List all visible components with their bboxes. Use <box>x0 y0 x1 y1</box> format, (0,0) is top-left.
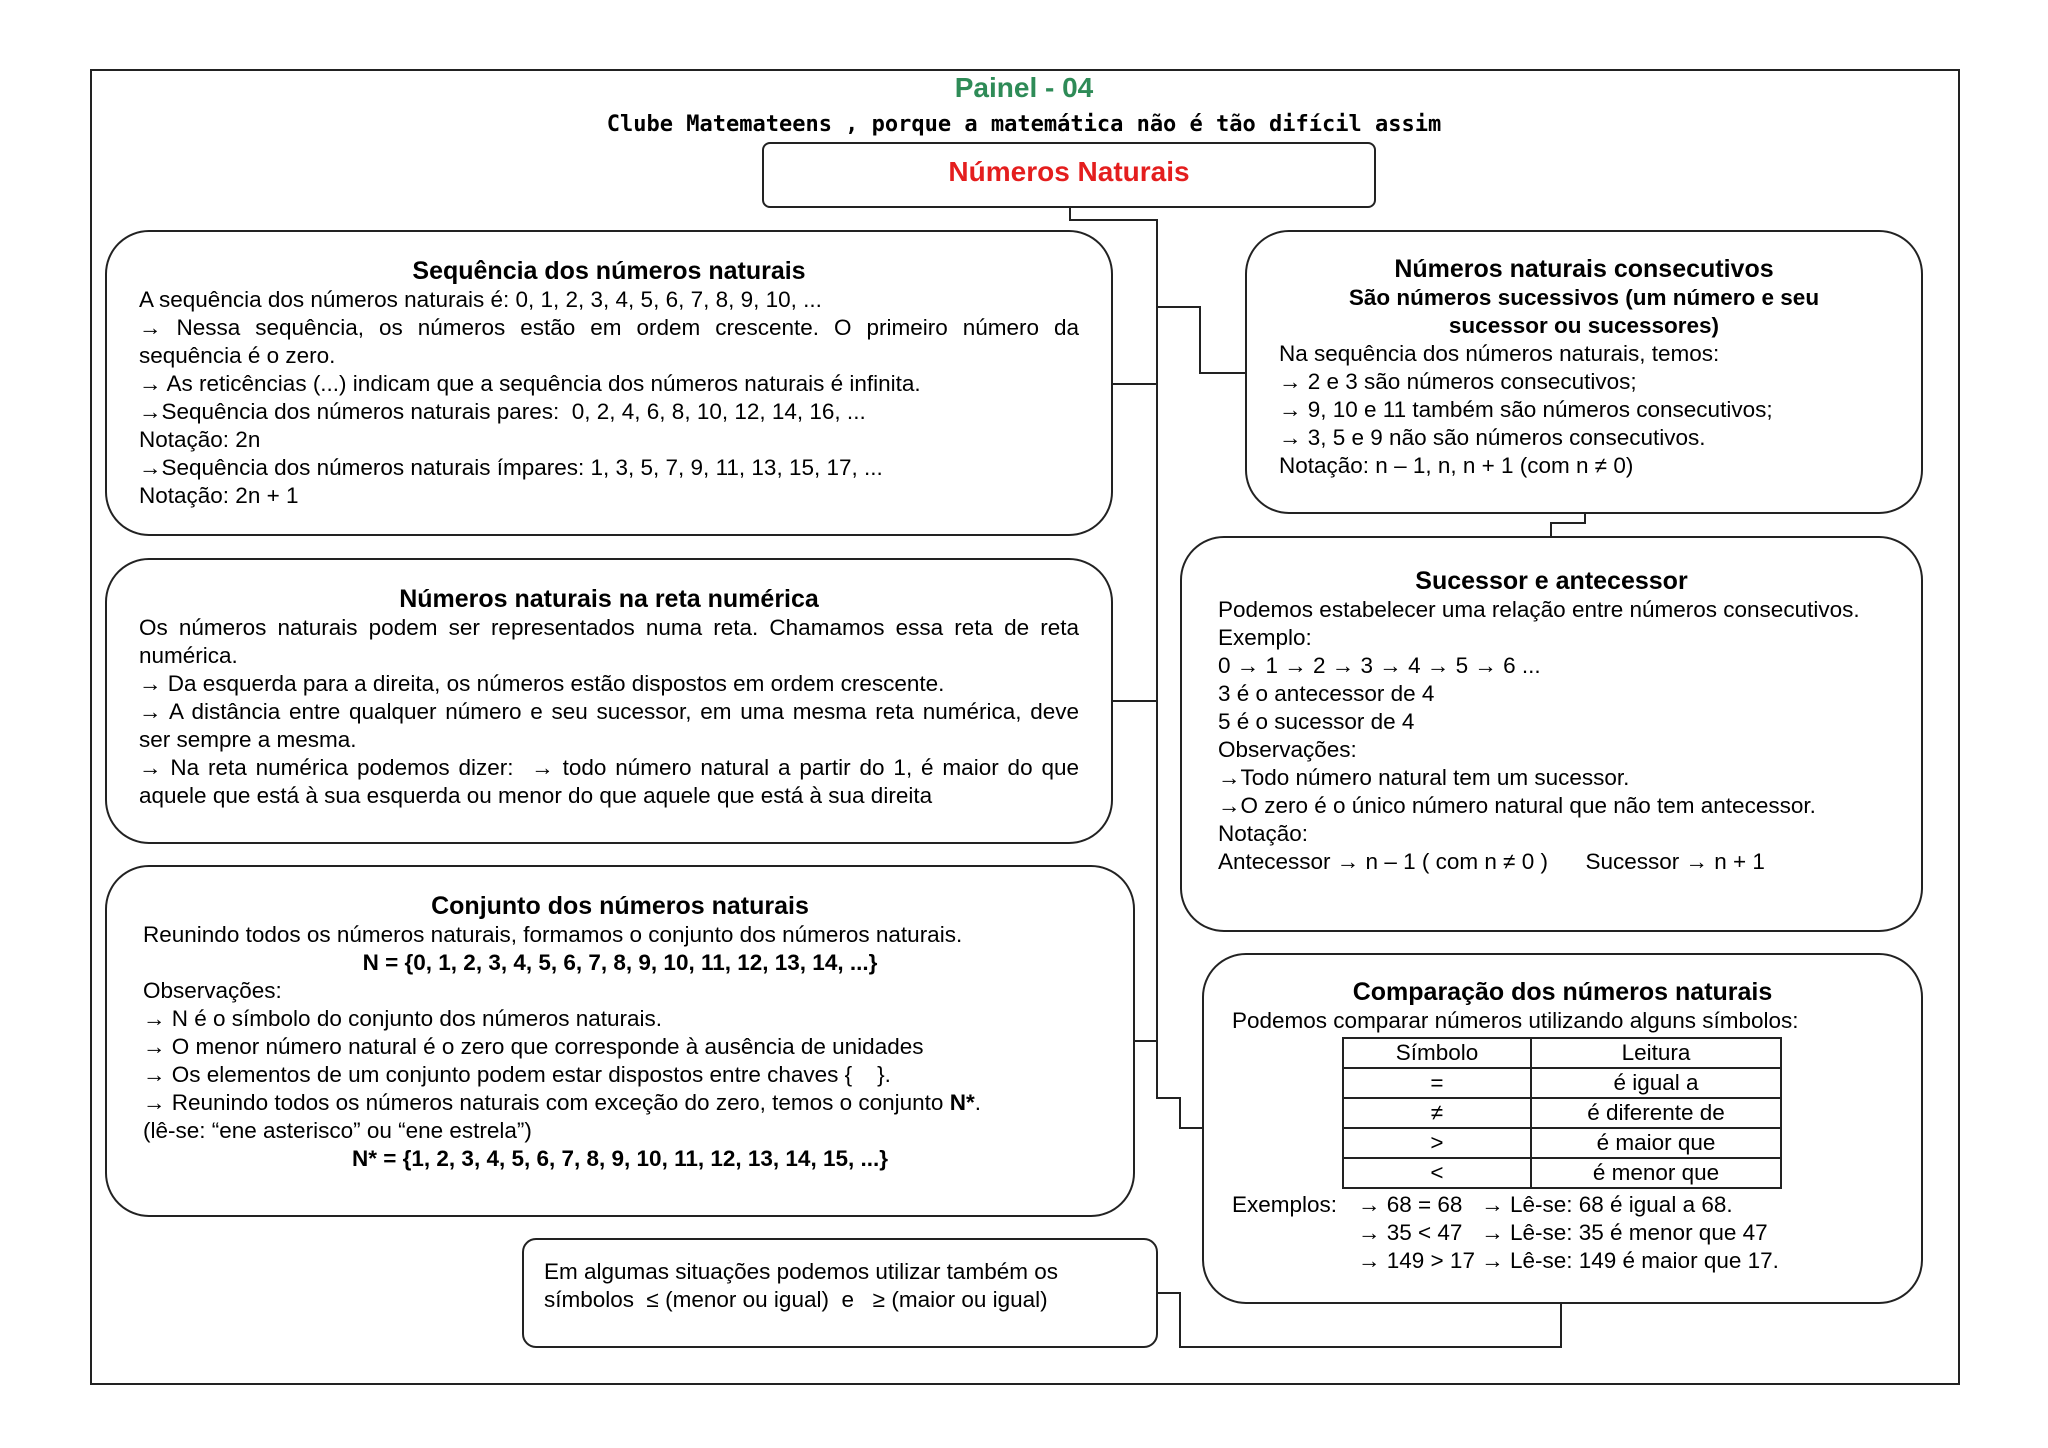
sequencia-line-7: Notação: 2n + 1 <box>139 483 299 508</box>
panel-number: Painel - 04 <box>954 72 1094 103</box>
reta-heading: Números naturais na reta numérica <box>399 585 819 613</box>
main-title-box <box>762 142 1376 208</box>
connector-comp-h2 <box>1179 1127 1203 1129</box>
connector-consec-suc-h <box>1550 522 1586 524</box>
reta-line-3: → A distância entre qualquer número e seu sucessor, em uma mesma reta numérica, deve ser sempre a mesma. <box>139 699 1086 752</box>
sucessor-line-6: →Todo número natural tem um sucessor. <box>1218 765 1630 790</box>
sequencia-line-2: → Nessa sequência, os números estão em ordem crescente. O primeiro número da sequência é o zero. <box>139 315 1086 368</box>
conjunto-nstar-symbol: N* <box>949 1090 975 1115</box>
examples-list <box>1358 1191 1779 1275</box>
example-3: → 149 > 17 → Lê-se: 149 é maior que 17. <box>1358 1248 1779 1273</box>
reta-line-1: Os números naturais podem ser representados numa reta. Chamamos essa reta de reta numérica. <box>139 615 1086 668</box>
conjunto-set-n: N = {0, 1, 2, 3, 4, 5, 6, 7, 8, 9, 10, 11, 12, 13, 14, ...} <box>362 950 878 975</box>
conjunto-reunindo <box>143 1089 1097 1117</box>
conjunto-heading: Conjunto dos números naturais <box>431 892 809 920</box>
sucessor-box <box>1180 536 1923 932</box>
connector-consec-suc-v2 <box>1550 522 1552 537</box>
sequencia-line-4: →Sequência dos números naturais pares: 0, 2, 4, 6, 8, 10, 12, 14, 16, ... <box>139 399 866 424</box>
connector-extra-v2 <box>1560 1304 1562 1348</box>
conjunto-obs-3: → Os elementos de um conjunto podem estar dispostos entre chaves { }. <box>143 1062 891 1087</box>
consecutivos-line-5: Notação: n – 1, n, n + 1 (com n ≠ 0) <box>1279 453 1634 478</box>
connector-extra-h1 <box>1158 1292 1180 1294</box>
table-cell-reading: é diferente de <box>1531 1098 1781 1128</box>
connector-consec-h1 <box>1156 306 1200 308</box>
club-subtitle: Clube Matemateens , porque a matemática não é tão difícil assim <box>606 112 1442 137</box>
examples-row <box>1232 1191 1893 1275</box>
connector-comp-h1 <box>1156 1097 1180 1099</box>
consecutivos-line-3: → 9, 10 e 11 também são números consecutivos; <box>1279 397 1773 422</box>
table-cell-symbol: < <box>1343 1158 1531 1188</box>
connector-consec-h2 <box>1199 372 1246 374</box>
table-cell-reading: é menor que <box>1531 1158 1781 1188</box>
conjunto-intro: Reunindo todos os números naturais, formamos o conjunto dos números naturais. <box>143 922 963 947</box>
sucessor-intro: Podemos estabelecer uma relação entre números consecutivos. <box>1218 597 1860 622</box>
comparacao-heading: Comparação dos números naturais <box>1352 978 1773 1006</box>
connector-extra-h2 <box>1179 1346 1562 1348</box>
connector-conj <box>1135 1040 1157 1042</box>
conjunto-obs-1: → N é o símbolo do conjunto dos números naturais. <box>143 1006 663 1031</box>
symbols-table <box>1342 1037 1782 1189</box>
consecutivos-line-2: → 2 e 3 são números consecutivos; <box>1279 369 1637 394</box>
example-2: → 35 < 47 → Lê-se: 35 é menor que 47 <box>1358 1220 1768 1245</box>
sequencia-line-3: → As reticências (...) indicam que a sequência dos números naturais é infinita. <box>139 371 921 396</box>
table-cell-symbol: ≠ <box>1343 1098 1531 1128</box>
example-1: → 68 = 68 → Lê-se: 68 é igual a 68. <box>1358 1192 1733 1217</box>
table-row <box>1343 1068 1781 1098</box>
sequencia-box <box>105 230 1113 536</box>
connector-trunk <box>1156 219 1158 1099</box>
examples-label: Exemplos: <box>1232 1192 1338 1217</box>
sequencia-line-5: Notação: 2n <box>139 427 261 452</box>
table-header-leitura: Leitura <box>1531 1038 1781 1068</box>
connector-consec-v <box>1199 306 1201 374</box>
table-row <box>1343 1098 1781 1128</box>
connector-reta <box>1113 700 1157 702</box>
sucessor-line-8: Notação: <box>1218 821 1309 846</box>
conjunto-reunindo-text: → Reunindo todos os números naturais com exceção do zero, temos o conjunto <box>143 1090 950 1115</box>
comparacao-box <box>1202 953 1923 1304</box>
sucessor-line-4: 5 é o sucessor de 4 <box>1218 709 1415 734</box>
connector-title-right <box>1069 219 1157 221</box>
sequencia-line-1: A sequência dos números naturais é: 0, 1, 2, 3, 4, 5, 6, 7, 8, 9, 10, ... <box>139 287 822 312</box>
sucessor-line-1: Exemplo: <box>1218 625 1312 650</box>
conjunto-set-nstar: N* = {1, 2, 3, 4, 5, 6, 7, 8, 9, 10, 11, 12, 13, 14, 15, ...} <box>352 1146 888 1171</box>
consecutivos-box <box>1245 230 1923 514</box>
table-row <box>1343 1128 1781 1158</box>
conjunto-obs-2: → O menor número natural é o zero que corresponde à ausência de unidades <box>143 1034 924 1059</box>
sucessor-line-5: Observações: <box>1218 737 1357 762</box>
reta-line-2: → Da esquerda para a direita, os números estão dispostos em ordem crescente. <box>139 671 945 696</box>
sucessor-line-7: →O zero é o único número natural que não tem antecessor. <box>1218 793 1816 818</box>
table-row <box>1343 1158 1781 1188</box>
main-title: Números Naturais <box>948 156 1190 187</box>
sucessor-heading: Sucessor e antecessor <box>1415 567 1688 595</box>
sucessor-line-2: 0 → 1 → 2 → 3 → 4 → 5 → 6 ... <box>1218 653 1541 678</box>
table-cell-reading: é igual a <box>1531 1068 1781 1098</box>
sequencia-line-6: →Sequência dos números naturais ímpares: 1, 3, 5, 7, 9, 11, 13, 15, 17, ... <box>139 455 883 480</box>
conjunto-obs-label: Observações: <box>143 978 282 1003</box>
table-header-row <box>1343 1038 1781 1068</box>
extra-symbols-box <box>522 1238 1158 1348</box>
comparacao-intro: Podemos comparar números utilizando alguns símbolos: <box>1232 1008 1799 1033</box>
consecutivos-line-1: Na sequência dos números naturais, temos: <box>1279 341 1720 366</box>
table-cell-symbol: > <box>1343 1128 1531 1158</box>
consecutivos-heading: Números naturais consecutivos <box>1394 255 1774 283</box>
sucessor-line-3: 3 é o antecessor de 4 <box>1218 681 1435 706</box>
reta-line-4: → Na reta numérica podemos dizer: → todo número natural a partir do 1, é maior do que aquele que está à sua esquerda ou menor do que aquele que está à sua direita <box>139 755 1086 808</box>
sucessor-line-9: Antecessor → n – 1 ( com n ≠ 0 ) Sucessor → n + 1 <box>1218 849 1765 874</box>
connector-seq <box>1113 383 1157 385</box>
table-cell-reading: é maior que <box>1531 1128 1781 1158</box>
table-header-simbolo: Símbolo <box>1343 1038 1531 1068</box>
table-cell-symbol: = <box>1343 1068 1531 1098</box>
conjunto-reunindo-end: . <box>974 1090 981 1115</box>
sequencia-heading: Sequência dos números naturais <box>412 257 806 285</box>
extra-symbols-text: Em algumas situações podemos utilizar também os símbolos ≤ (menor ou igual) e ≥ (maior ou igual) <box>544 1259 1065 1312</box>
consecutivos-line-4: → 3, 5 e 9 não são números consecutivos. <box>1279 425 1706 450</box>
conjunto-box <box>105 865 1135 1217</box>
connector-comp-v <box>1179 1097 1181 1129</box>
connector-extra-v <box>1179 1292 1181 1348</box>
conjunto-lese: (lê-se: “ene asterisco” ou “ene estrela”) <box>143 1118 532 1143</box>
consecutivos-subheading: São números sucessivos (um número e seu sucessor ou sucessores) <box>1348 285 1826 338</box>
reta-box <box>105 558 1113 844</box>
